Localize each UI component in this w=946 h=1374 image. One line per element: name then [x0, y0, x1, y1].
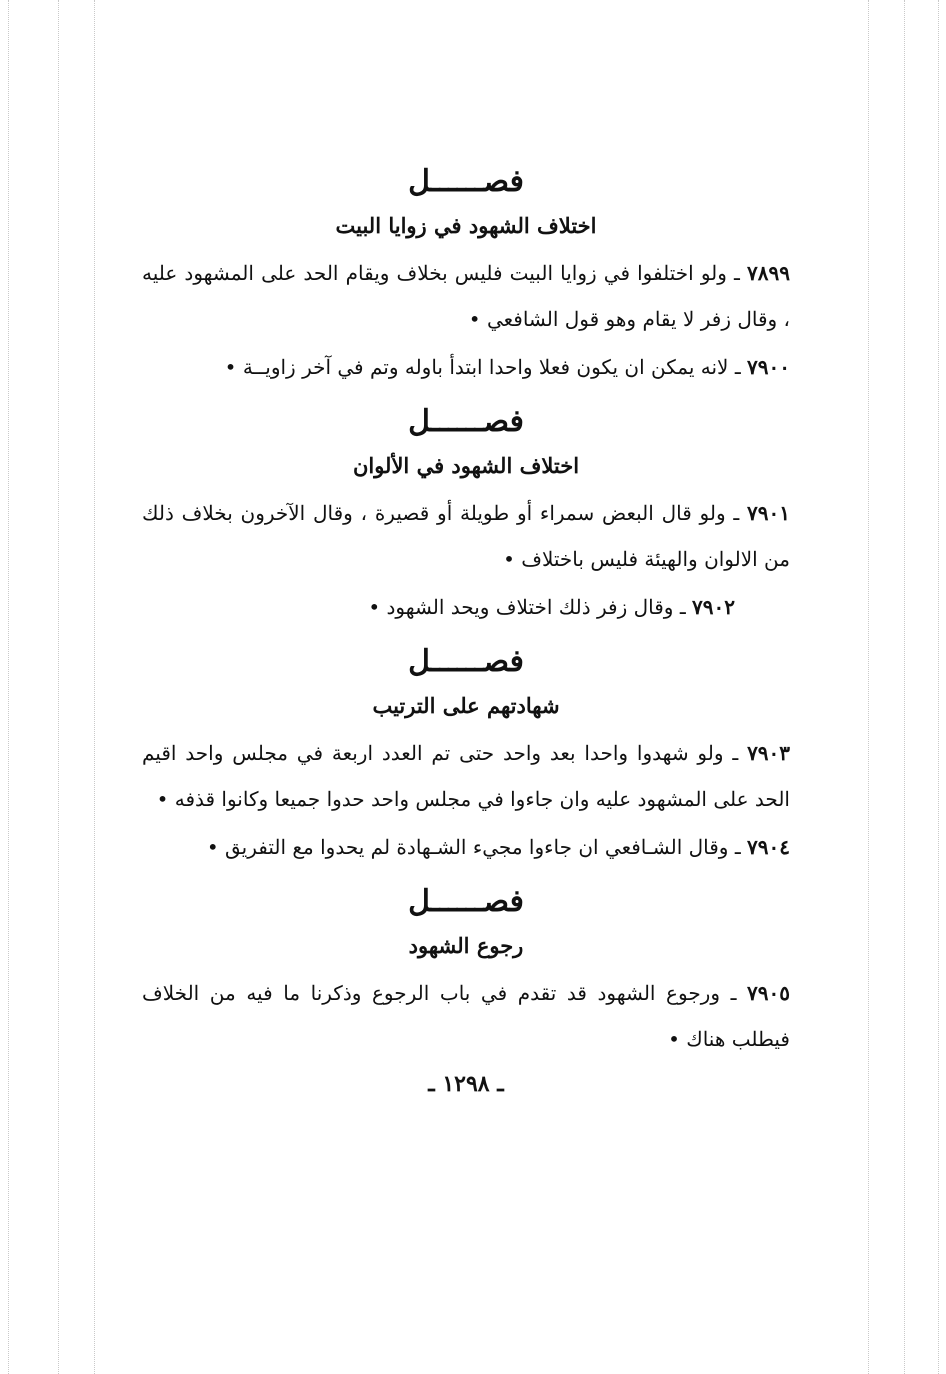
dash: ـ — [733, 501, 740, 525]
chapter-heading: فصــــــل — [408, 644, 524, 679]
paragraph-text: وقال زفر ذلك اختلاف ويحد الشهود • — [368, 595, 674, 619]
paragraph-number: ٧٩٠٤ — [747, 835, 790, 859]
paragraph — [142, 730, 790, 822]
paragraph-number: ٧٩٠٢ — [692, 595, 735, 619]
dash: ـ — [734, 261, 740, 285]
paragraph — [142, 824, 790, 870]
dash: ـ — [734, 835, 741, 859]
chapter-heading: فصــــــل — [408, 404, 524, 439]
chapter-heading: فصــــــل — [408, 884, 524, 919]
paragraph — [142, 584, 790, 630]
book-page — [142, 160, 790, 1104]
section — [142, 400, 790, 630]
section-title: اختلاف الشهود في زوايا البيت — [335, 213, 597, 238]
scan-guide-line — [8, 0, 9, 1374]
paragraph-text: ورجوع الشهود قد تقدم في باب الرجوع وذكرنا ما فيه من الخلاف فيطلب هناك • — [142, 981, 790, 1051]
paragraph-text: وقال الشـافعي ان جاءوا مجيء الشـهادة لم يحدوا مع التفريق • — [206, 835, 729, 859]
section — [142, 640, 790, 870]
section — [142, 880, 790, 1062]
scan-guide-line — [868, 0, 869, 1374]
paragraph-text: لانه يمكن ان يكون فعلا واحدا ابتدأ باوله وتم في آخر زاويــة • — [224, 355, 729, 379]
paragraph-number: ٧٩٠٣ — [747, 741, 791, 765]
paragraph-text: ولو اختلفوا في زوايا البيت فليس بخلاف ويقام الحد على المشهود عليه ، وقال زفر لا يقام وهو قول الشافعي • — [142, 261, 790, 331]
paragraph — [142, 970, 790, 1062]
dash: ـ — [734, 355, 741, 379]
dash: ـ — [730, 981, 737, 1005]
paragraph — [142, 250, 790, 342]
paragraph-text: ولو شهدوا واحدا بعد واحد حتى تم العدد اربعة في مجلس واحد اقيم الحد على المشهود عليه وان جاءوا في مجلس واحد حدوا جميعا وكانوا قذفه • — [142, 741, 790, 811]
section-title: رجوع الشهود — [408, 933, 524, 958]
paragraph-number: ٧٩٠٠ — [747, 355, 790, 379]
scan-guide-line — [58, 0, 59, 1374]
scan-guide-line — [94, 0, 95, 1374]
paragraph-number: ٧٩٠٥ — [747, 981, 791, 1005]
section-title: شهادتهم على الترتيب — [372, 693, 560, 718]
section-title: اختلاف الشهود في الألوان — [352, 453, 580, 478]
scan-guide-line — [938, 0, 939, 1374]
paragraph — [142, 490, 790, 582]
paragraph-number: ٧٩٠١ — [747, 501, 790, 525]
paragraph-number: ٧٨٩٩ — [747, 261, 790, 285]
section — [142, 160, 790, 390]
chapter-heading: فصــــــل — [408, 164, 524, 199]
dash: ـ — [732, 741, 739, 765]
paragraph-text: ولو قال البعض سمراء أو طويلة أو قصيرة ، وقال الآخرون بخلاف ذلك من الالوان والهيئة فليس باختلاف • — [142, 501, 790, 571]
dash: ـ — [679, 595, 686, 619]
paragraph — [142, 344, 790, 390]
page-number: ـ ١٢٩٨ ـ — [428, 1071, 504, 1097]
scan-guide-line — [904, 0, 905, 1374]
